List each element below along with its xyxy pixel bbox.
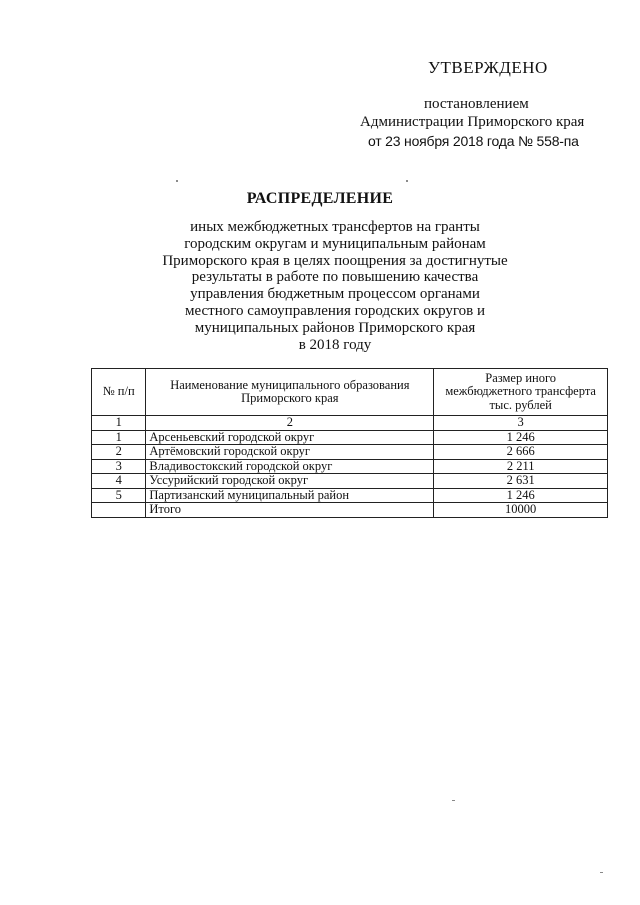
header-amount-line: тыс. рублей xyxy=(489,397,552,412)
header-name-line: Приморского края xyxy=(241,391,339,405)
row-num: 2 xyxy=(92,445,146,460)
subtitle-line: иных межбюджетных трансфертов на гранты xyxy=(190,219,480,235)
row-amount: 1 246 xyxy=(434,430,608,445)
table-row xyxy=(92,474,608,489)
scan-mark xyxy=(452,800,455,801)
table-row xyxy=(92,430,608,445)
document-title: РАСПРЕДЕЛЕНИЕ xyxy=(246,190,394,207)
scan-speck xyxy=(176,180,178,182)
subtitle-line: Приморского края в целях поощрения за достигнутые xyxy=(162,252,508,269)
row-name: Уссурийский городской округ xyxy=(146,474,434,489)
header-amount-line: межбюджетного трансферта xyxy=(445,384,596,399)
distribution-table xyxy=(91,368,608,518)
header-amount-line: Размер иного xyxy=(485,370,557,385)
column-number: 2 xyxy=(146,416,434,431)
row-name: Владивостокский городской округ xyxy=(146,459,434,474)
subtitle-line: в 2018 году xyxy=(298,336,372,353)
column-number: 3 xyxy=(434,416,608,431)
row-num: 3 xyxy=(92,459,146,474)
row-amount: 2 211 xyxy=(434,459,608,474)
header-name xyxy=(146,369,434,416)
column-number: 1 xyxy=(92,416,146,431)
document-subtitle xyxy=(160,219,510,353)
subtitle-line: городским округам и муниципальным районам xyxy=(184,235,486,252)
header-name-line: Наименование муниципального образования xyxy=(170,377,410,392)
row-num: 1 xyxy=(92,430,146,445)
approval-authority-line: Администрации Приморского края xyxy=(360,114,585,130)
approval-date-number-line: от 23 ноября 2018 года № 558-па xyxy=(368,133,579,149)
column-number-row xyxy=(92,416,608,431)
header-amount xyxy=(434,369,608,416)
row-name: Партизанский муниципальный район xyxy=(146,488,434,503)
header-num: № п/п xyxy=(92,369,146,416)
total-num xyxy=(92,503,146,518)
subtitle-line: местного самоуправления городских округов и xyxy=(184,302,486,319)
subtitle-line: муниципальных районов Приморского края xyxy=(194,319,476,336)
row-amount: 2 666 xyxy=(434,445,608,460)
approval-resolution-line: постановлением xyxy=(424,96,529,112)
row-name: Артёмовский городской округ xyxy=(146,445,434,460)
table-row xyxy=(92,488,608,503)
table-header-row xyxy=(92,369,608,416)
scan-speck xyxy=(406,180,408,182)
row-num: 4 xyxy=(92,474,146,489)
row-num: 5 xyxy=(92,488,146,503)
table-row xyxy=(92,445,608,460)
row-amount: 2 631 xyxy=(434,474,608,489)
total-row xyxy=(92,503,608,518)
row-name: Арсеньевский городской округ xyxy=(146,430,434,445)
row-amount: 1 246 xyxy=(434,488,608,503)
table-row xyxy=(92,459,608,474)
scan-mark xyxy=(600,872,603,873)
approved-title: УТВЕРЖДЕНО xyxy=(428,58,548,77)
total-label: Итого xyxy=(146,503,434,518)
total-amount: 10000 xyxy=(434,503,608,518)
subtitle-line: результаты в работе по повышению качества xyxy=(191,269,479,286)
subtitle-line: управления бюджетным процессом органами xyxy=(190,286,480,303)
